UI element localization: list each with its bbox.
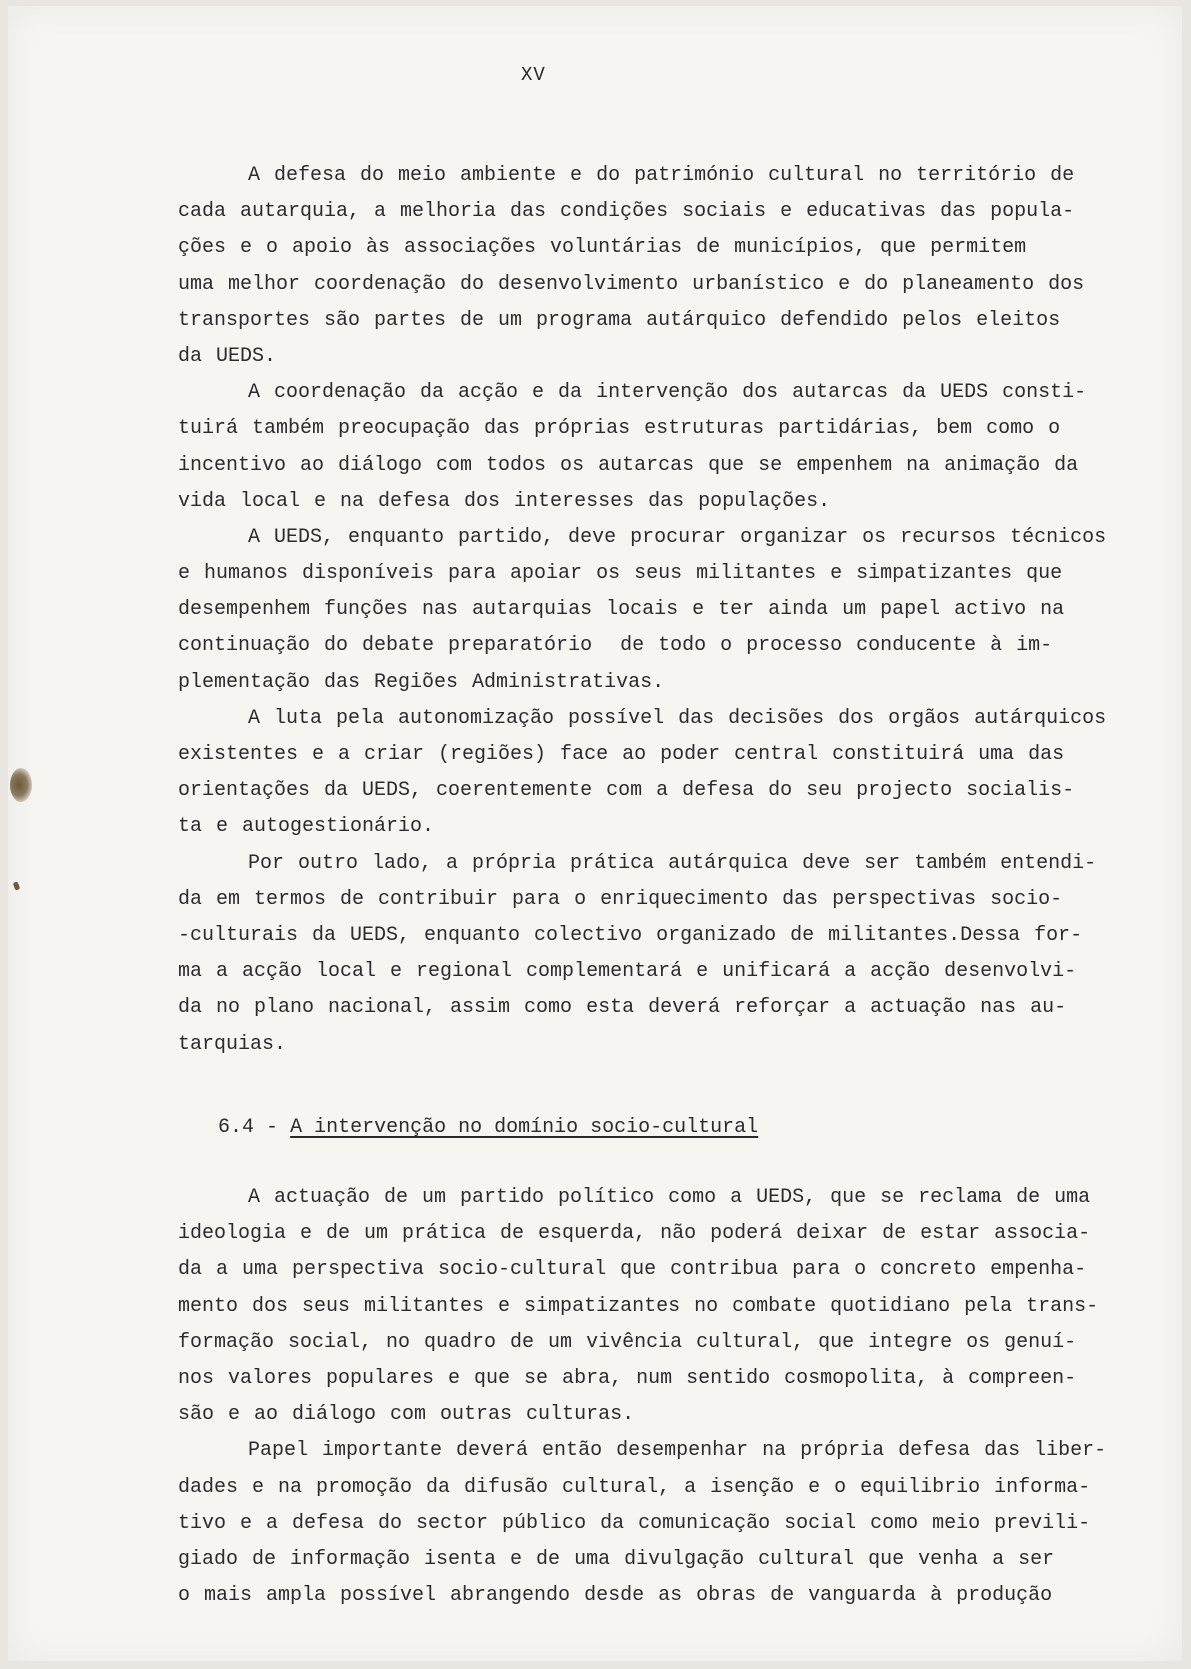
- page-number: XV: [521, 64, 546, 86]
- text-line: Por outro lado, a própria prática autárquica deve ser também entendi-: [178, 851, 1097, 875]
- section-separator: -: [266, 1116, 279, 1139]
- text-line: continuação do debate preparatório de todo o processo conducente à im-: [178, 634, 1053, 658]
- text-line: existentes e a criar (regiões) face ao poder central constituirá uma das: [178, 743, 1065, 766]
- text-line: desempenhem funções nas autarquias locais e ter ainda um papel activo na: [178, 598, 1065, 622]
- text-line: tivo e a defesa do sector público da comunicação social como meio previli-: [178, 1511, 1091, 1535]
- text-line: são e ao diálogo com outras culturas.: [178, 1403, 635, 1427]
- body-text-before-heading: [178, 158, 1107, 1063]
- body-text-after-heading: [178, 1180, 1107, 1614]
- text-line: tarquias.: [178, 1032, 287, 1056]
- text-line: ma a acção local e regional complementará e unificará a acção desenvolvi-: [178, 960, 1077, 984]
- text-line: incentivo ao diálogo com todos os autarcas que se empenhem na animação da: [178, 453, 1079, 477]
- text-line: A UEDS, enquanto partido, deve procurar organizar os recursos técnicos: [178, 525, 1107, 549]
- text-line: A actuação de um partido político como a UEDS, que se reclama de uma: [178, 1186, 1091, 1209]
- text-line: o mais ampla possível abrangendo desde as obras de vanguarda à produção: [178, 1584, 1053, 1608]
- text-line: A defesa do meio ambiente e do património cultural no território de: [178, 164, 1075, 187]
- text-line: A coordenação da acção e da intervenção dos autarcas da UEDS consti-: [178, 381, 1087, 405]
- text-line: transportes são partes de um programa autárquico defendido pelos eleitos: [178, 308, 1061, 332]
- document-page: [8, 6, 1182, 1661]
- text-line: vida local e na defesa dos interesses das populações.: [178, 489, 831, 513]
- text-line: formação social, no quadro de um vivência cultural, que integre os genuí-: [178, 1330, 1077, 1354]
- paper-stain: [10, 768, 32, 802]
- text-line: tuirá também preocupação das próprias estruturas partidárias, bem como o: [178, 417, 1061, 441]
- text-line: giado de informação isenta e de uma divulgação cultural que venha a ser: [178, 1547, 1055, 1571]
- section-heading: [218, 1110, 758, 1146]
- text-line: -culturais da UEDS, enquanto colectivo organizado de militantes.Dessa for-: [178, 923, 1083, 947]
- text-line: da UEDS.: [178, 344, 277, 368]
- section-number: 6.4: [218, 1116, 255, 1139]
- text-line: plementação das Regiões Administrativas.: [178, 670, 665, 694]
- section-title: A intervenção no domínio socio-cultural: [290, 1116, 759, 1139]
- text-line: Papel importante deverá então desempenhar na própria defesa das liber-: [178, 1439, 1107, 1463]
- text-line: e humanos disponíveis para apoiar os seus militantes e simpatizantes que: [178, 562, 1063, 586]
- text-line: orientações da UEDS, coerentemente com a defesa do seu projecto socialis-: [178, 779, 1075, 803]
- text-line: da no plano nacional, assim como esta deverá reforçar a actuação nas au-: [178, 996, 1067, 1020]
- text-line: mento dos seus militantes e simpatizantes no combate quotidiano pela trans-: [178, 1294, 1099, 1318]
- text-line: da em termos de contribuir para o enriquecimento das perspectivas socio-: [178, 887, 1063, 911]
- text-line: dades e na promoção da difusão cultural, a isenção e o equilibrio informa-: [178, 1475, 1091, 1499]
- text-line: uma melhor coordenação do desenvolvimento urbanístico e do planeamento dos: [178, 272, 1085, 296]
- paper-speck: [13, 881, 20, 890]
- text-line: ideologia e de um prática de esquerda, não poderá deixar de estar associa-: [178, 1222, 1091, 1246]
- text-line: nos valores populares e que se abra, num sentido cosmopolita, à compreen-: [178, 1366, 1077, 1390]
- text-line: A luta pela autonomização possível das decisões dos orgãos autárquicos: [178, 706, 1107, 730]
- text-line: ta e autogestionário.: [178, 815, 435, 839]
- text-line: da a uma perspectiva socio-cultural que contribua para o concreto empenha-: [178, 1258, 1087, 1282]
- text-line: ções e o apoio às associações voluntárias de municípios, que permitem: [178, 236, 1027, 260]
- text-line: cada autarquia, a melhoria das condições sociais e educativas das popula-: [178, 200, 1075, 224]
